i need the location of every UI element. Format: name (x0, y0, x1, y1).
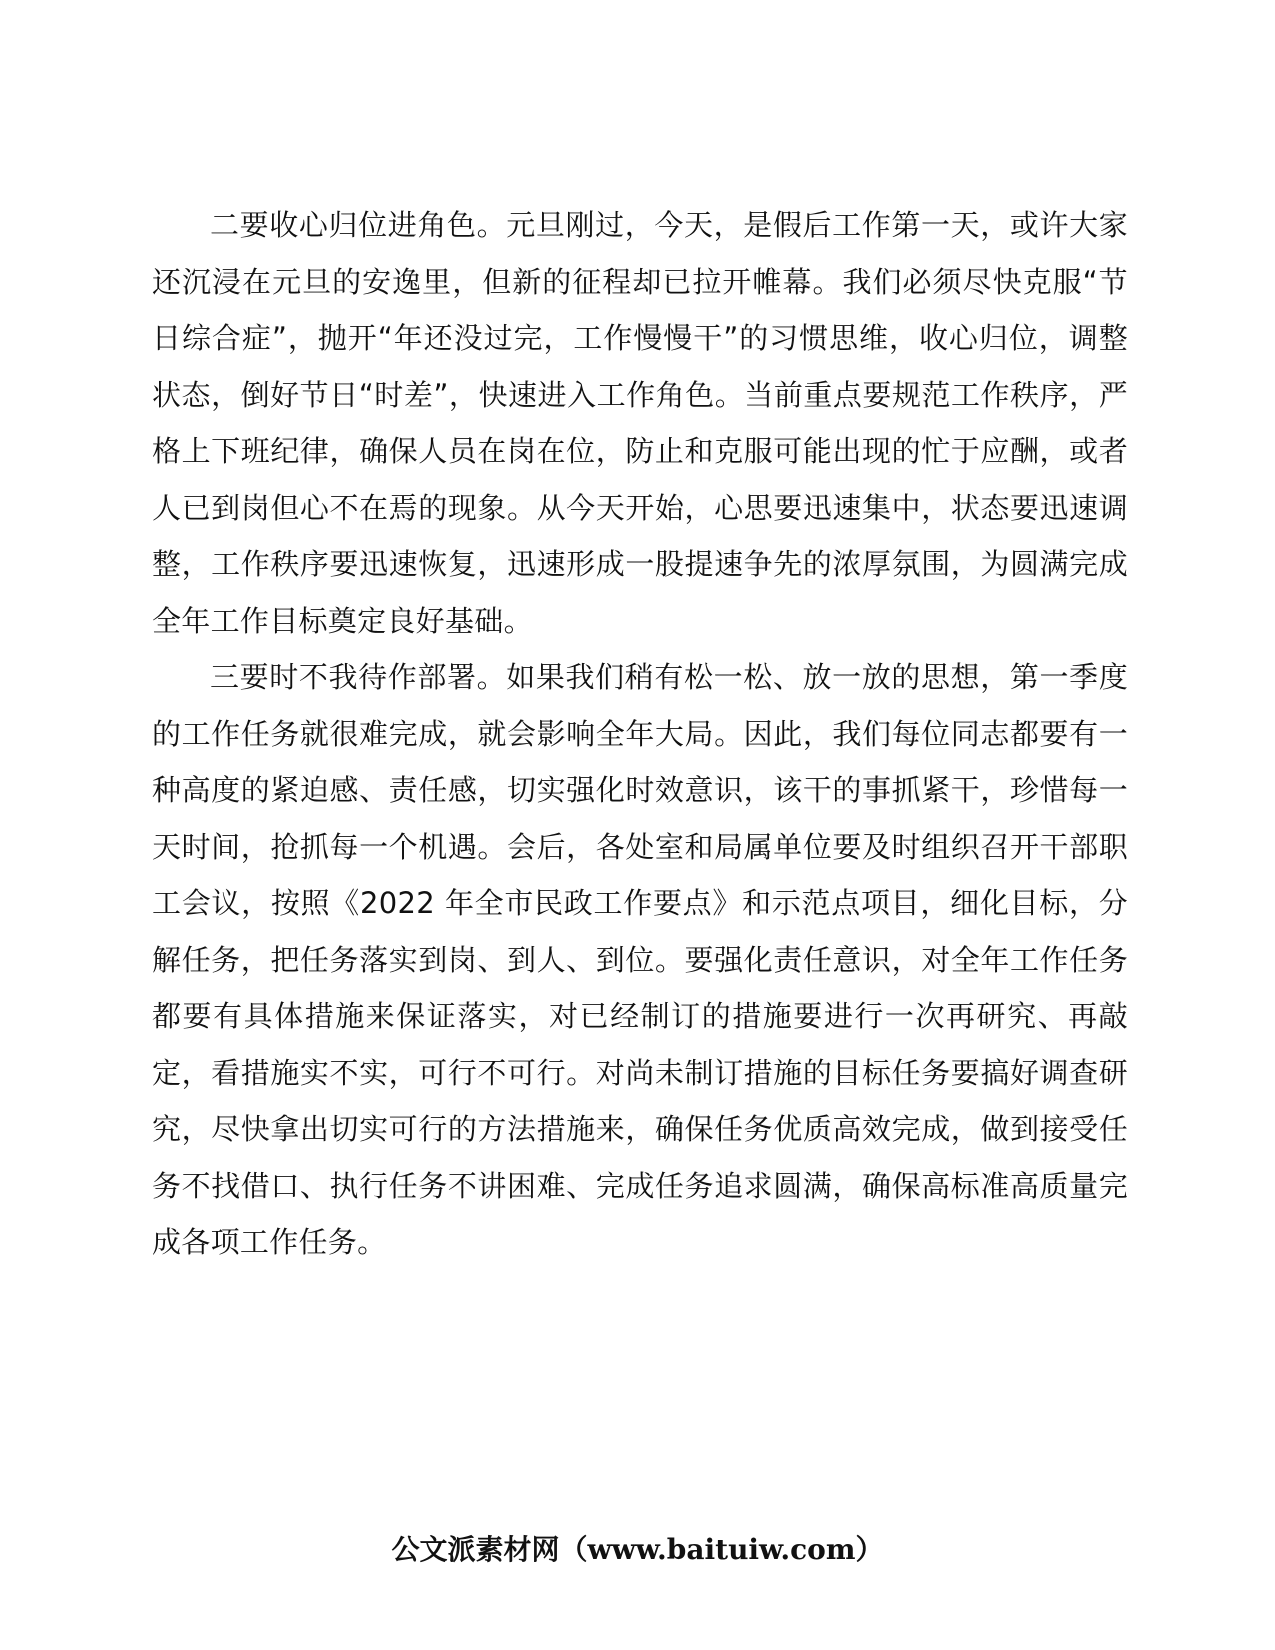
document-body (152, 197, 1128, 1271)
footer-watermark-text: 公文派素材网（www.baituiw.com） (391, 1533, 884, 1566)
paragraph-third-point: 三要时不我待作部署。如果我们稍有松一松、放一放的思想，第一季度的工作任务就很难完成，就会影响全年大局。因此，我们每位同志都要有一种高度的紧迫感、责任感，切实强化时效意识，该干的事抓紧干，珍惜每一天时间，抢抓每一个机遇。会后，各处室和局属单位要及时组织召开干部职工会议，按照《2022 年全市民政工作要点》和示范点项目，细化目标，分解任务，把任务落实到岗、到人、到位。要强化责任意识，对全年工作任务都要有具体措施来保证落实，对已经制订的措施要进行一次再研究、再敲定，看措施实不实，可行不可行。对尚未制订措施的目标任务要搞好调查研究，尽快拿出切实可行的方法措施来，确保任务优质高效完成，做到接受任务不找借口、执行任务不讲困难、完成任务追求圆满，确保高标准高质量完成各项工作任务。 (152, 660, 1128, 1259)
paragraph-second-point: 二要收心归位进角色。元旦刚过，今天，是假后工作第一天，或许大家还沉浸在元旦的安逸里，但新的征程却已拉开帷幕。我们必须尽快克服“节日综合症”，抛开“年还没过完，工作慢慢干”的习惯思维，收心归位，调整状态，倒好节日“时差”，快速进入工作角色。当前重点要规范工作秩序，严格上下班纪律，确保人员在岗在位，防止和克服可能出现的忙于应酬，或者人已到岗但心不在焉的现象。从今天开始，心思要迅速集中，状态要迅速调整，工作秩序要迅速恢复，迅速形成一股提速争先的浓厚氛围，为圆满完成全年工作目标奠定良好基础。 (152, 208, 1128, 638)
